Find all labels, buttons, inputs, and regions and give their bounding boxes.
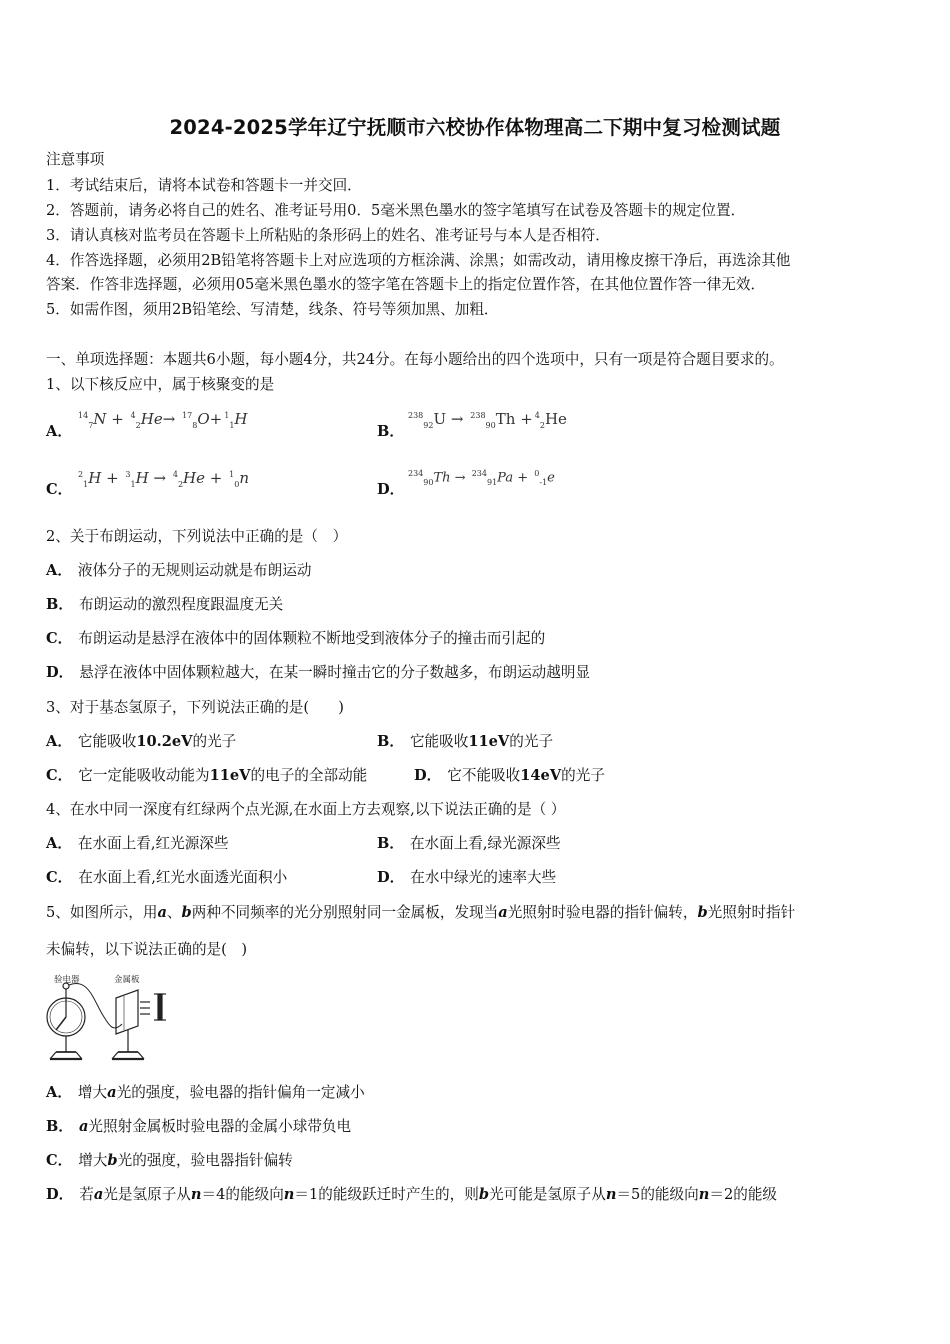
q3-option-b: B． 它能吸收11eV的光子 bbox=[377, 733, 554, 750]
section-heading: 一、单项选择题：本题共6小题，每小题4分，共24分。在每小题给出的四个选项中，只有一项是符合题目要求的。 bbox=[46, 351, 784, 368]
electroscope-icon bbox=[47, 983, 85, 1059]
electroscope-label: 验电器 bbox=[54, 975, 80, 985]
notice-heading: 注意事项 bbox=[46, 151, 105, 168]
q5-option-b: B． a光照射金属板时验电器的金属小球带负电 bbox=[46, 1118, 352, 1135]
q2-option-d: D． 悬浮在液体中固体颗粒越大，在某一瞬时撞击它的分子数越多，布朗运动越明显 bbox=[46, 664, 591, 681]
q2-option-c: C． 布朗运动是悬浮在液体中的固体颗粒不断地受到液体分子的撞击而引起的 bbox=[46, 630, 546, 647]
notice-item: 3．请认真核对监考员在答题卡上所粘贴的条形码上的姓名、准考证号与本人是否相符． bbox=[46, 227, 610, 244]
q1-option-d-label: D． bbox=[377, 481, 405, 498]
notice-item: 答案．作答非选择题，必须用05毫米黑色墨水的签字笔在答题卡上的指定位置作答，在其他位置作答一律无效． bbox=[46, 276, 766, 293]
question-5-stem-line2: 未偏转，以下说法正确的是( ) bbox=[46, 941, 248, 958]
question-4-stem: 4、在水中同一深度有红绿两个点光源,在水面上方去观察,以下说法正确的是（ ） bbox=[46, 801, 566, 818]
q1-option-c-formula: $^2_1$H + $^3_1$H → $^4_2$He + $^1_0$n bbox=[78, 469, 249, 489]
metal-plate-icon bbox=[112, 990, 166, 1059]
question-1-stem: 1、以下核反应中，属于核聚变的是 bbox=[46, 376, 275, 393]
q1-option-b-label: B． bbox=[377, 423, 404, 440]
metal-plate-label: 金属板 bbox=[114, 975, 140, 985]
q4-option-b: B． 在水面上看,绿光源深些 bbox=[377, 835, 561, 852]
q1-option-d-formula: $^{234}_{90}$Th → $^{234}_{91}$Pa + $^0_{-1}$e bbox=[408, 469, 555, 487]
notice-item: 1．考试结束后，请将本试卷和答题卡一并交回． bbox=[46, 177, 362, 194]
q5-option-d: D． 若a光是氢原子从n＝4的能级向n＝1的能级跃迁时产生的，则b光可能是氢原子从n＝5的能级向n＝2的能级 bbox=[46, 1186, 778, 1203]
q1-option-b-formula: $^{238}_{92}$U → $^{238}_{90}$Th + $^4_2$He bbox=[408, 410, 567, 430]
question-5-stem: 5、如图所示，用a、b两种不同频率的光分别照射同一金属板，发现当a光照射时验电器的指针偏转，b光照射时指针 bbox=[46, 904, 796, 921]
q3-option-c: C． 它一定能吸收动能为11eV的电子的全部动能 bbox=[46, 767, 368, 784]
q1-option-c-label: C． bbox=[46, 481, 73, 498]
q4-option-d: D． 在水中绿光的速率大些 bbox=[377, 869, 557, 886]
q1-option-a-formula: $^{14}_7$N + $^4_2$He→ $^{17}_8$O+ $^1_1$H bbox=[78, 410, 248, 430]
q1-option-a-label: A． bbox=[46, 423, 72, 440]
notice-item: 2．答题前，请务必将自己的姓名、准考证号用0．5毫米黑色墨水的签字笔填写在试卷及答题卡的规定位置． bbox=[46, 202, 746, 219]
q2-option-a: A． 液体分子的无规则运动就是布朗运动 bbox=[46, 562, 312, 579]
q5-option-c: C． 增大b光的强度，验电器指针偏转 bbox=[46, 1152, 293, 1169]
notice-item: 4．作答选择题，必须用2B铅笔将答题卡上对应选项的方框涂满、涂黑；如需改动，请用橡皮擦干净后，再选涂其他 bbox=[46, 252, 791, 269]
q4-option-a: A． 在水面上看,红光源深些 bbox=[46, 835, 229, 852]
electroscope-figure bbox=[44, 972, 174, 1064]
q4-option-c: C． 在水面上看,红光水面透光面积小 bbox=[46, 869, 288, 886]
notice-item: 5．如需作图，须用2B铅笔绘、写清楚，线条、符号等须加黑、加粗． bbox=[46, 301, 499, 318]
page-title: 2024-2025学年辽宁抚顺市六校协作体物理高二下期中复习检测试题 bbox=[169, 116, 781, 139]
q3-option-a: A． 它能吸收10.2eV的光子 bbox=[46, 733, 237, 750]
q5-option-a: A． 增大a光的强度，验电器的指针偏角一定减小 bbox=[46, 1084, 365, 1101]
question-3-stem: 3、对于基态氢原子，下列说法正确的是( ) bbox=[46, 699, 344, 716]
q2-option-b: B． 布朗运动的激烈程度跟温度无关 bbox=[46, 596, 284, 613]
q3-option-d: D． 它不能吸收14eV的光子 bbox=[414, 767, 605, 784]
question-2-stem: 2、关于布朗运动，下列说法中正确的是（ ） bbox=[46, 528, 348, 545]
